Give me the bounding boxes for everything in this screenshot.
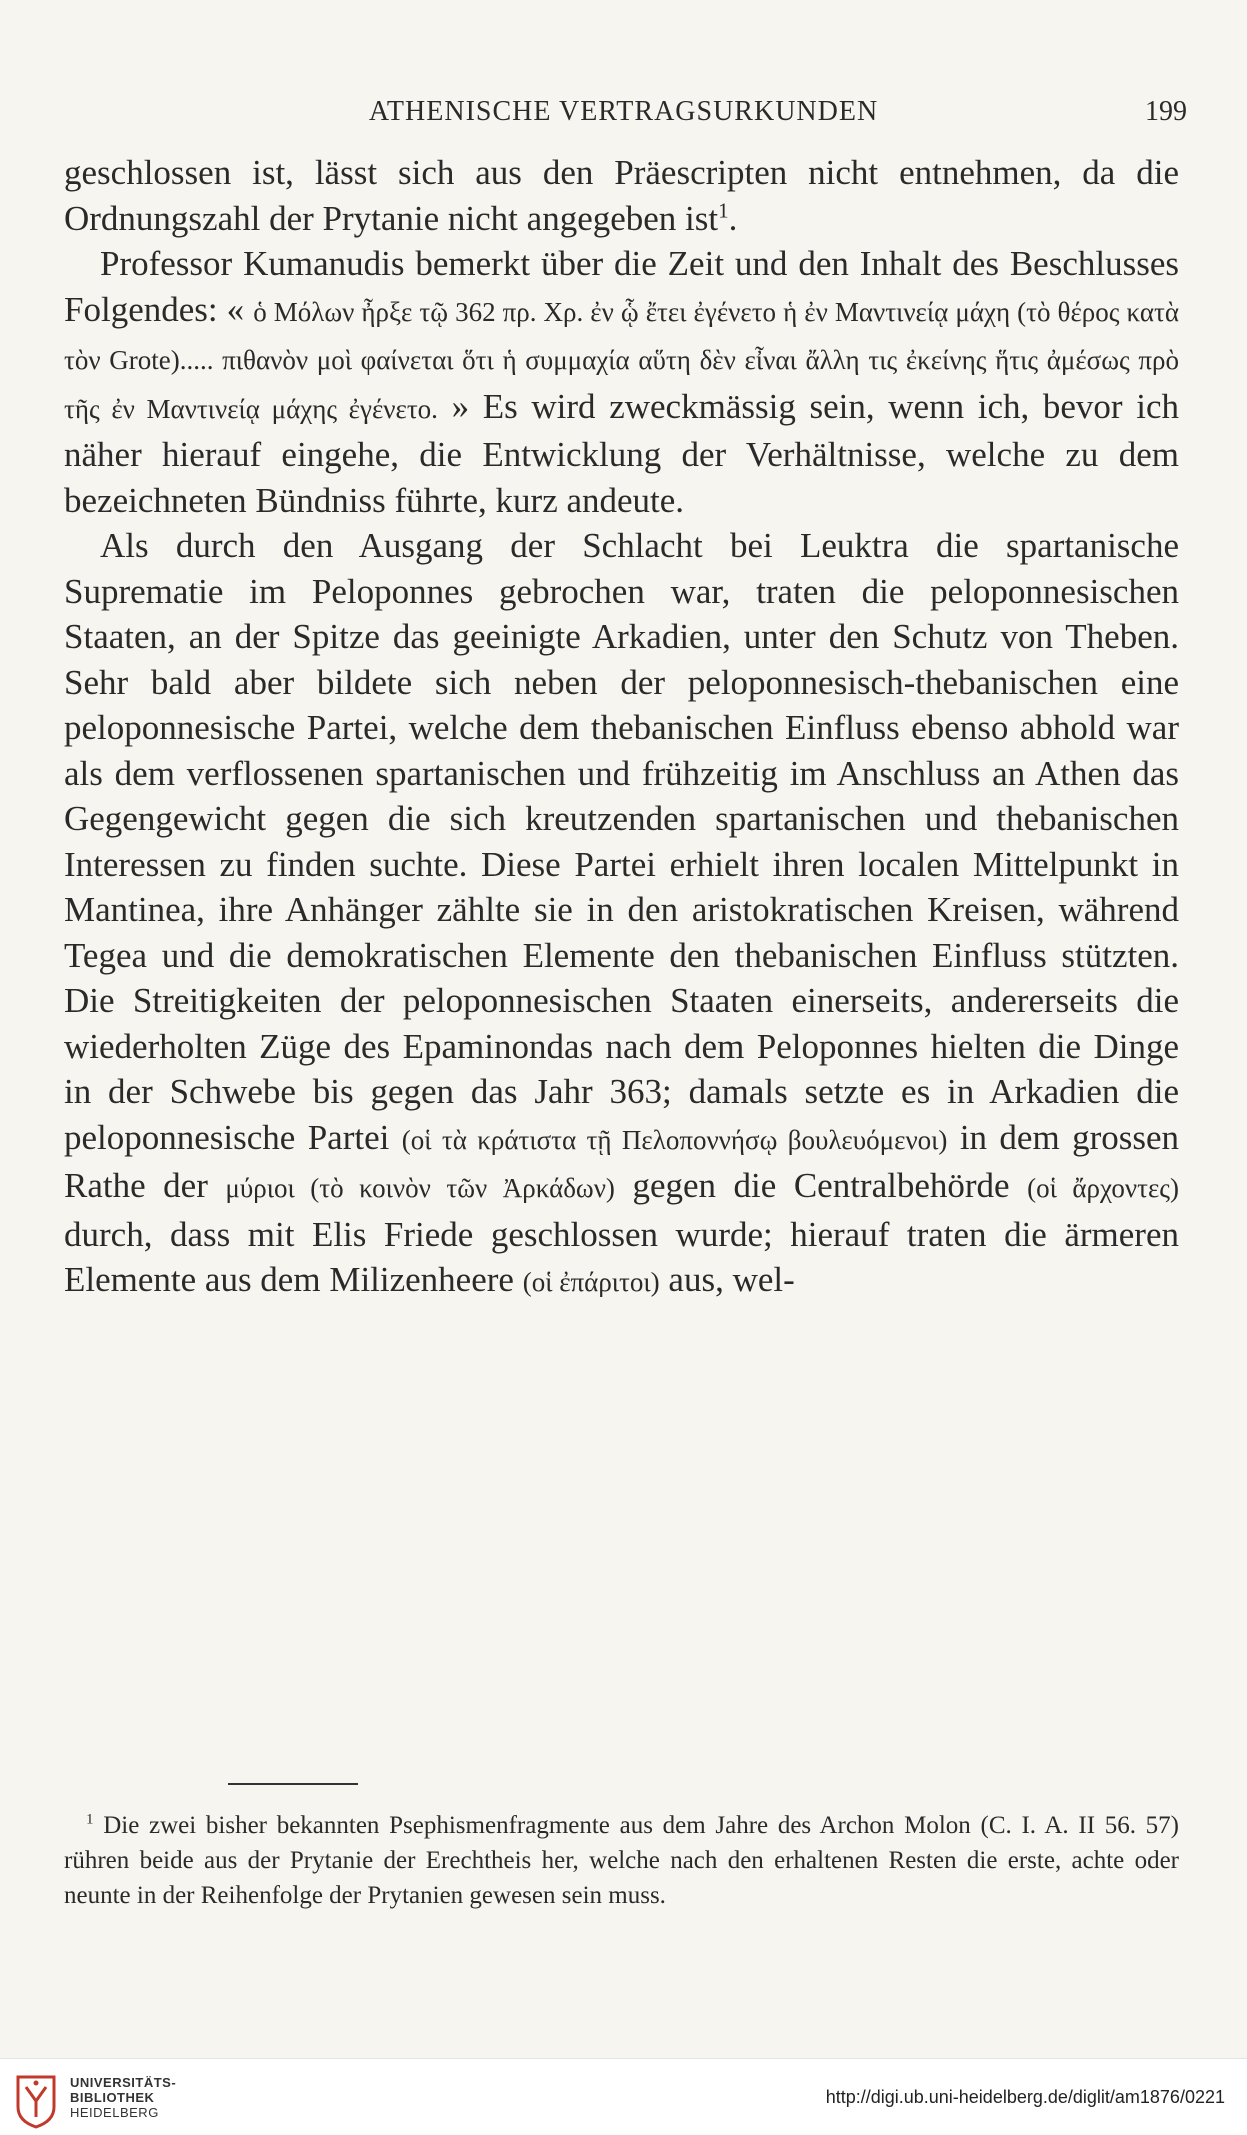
footnote-reference[interactable]: 1 (718, 197, 729, 222)
paragraph-1-end: . (728, 198, 738, 238)
permalink-url[interactable]: http://digi.ub.uni-heidelberg.de/diglit/am1876/0221 (825, 2087, 1225, 2107)
footnote-1 (64, 1808, 1179, 1913)
institution-line-2: BIBLIOTHEK (70, 2090, 155, 2105)
institution-line-3: HEIDELBERG (70, 2105, 159, 2120)
footnote-marker: 1 (86, 1811, 94, 1828)
paragraph-3-text-b: in dem grossen Rathe der (64, 1117, 1180, 1205)
institution-name (70, 2075, 176, 2120)
footnote (64, 1808, 1179, 1913)
footnote-text: Die zwei bisher bekannten Psephismenfragmente aus dem Jahre des Archon Molon (C. I. A. II 56. 57) rühren beide aus der Prytanie der Erechtheis her, welche nach den erhaltenen Resten die erste, achte oder neunte in der Reihenfolge der Prytanien gewesen sein muss. (64, 1812, 1179, 1909)
greek-phrase-4: (οἱ ἐπάριτοι) (522, 1267, 660, 1297)
paragraph-1 (64, 150, 1179, 241)
paragraph-3-text-a: Als durch den Ausgang der Schlacht bei Leuktra die spartanische Suprematie im Peloponnes gebrochen war, traten die peloponnesischen Staaten, an der Spitze das geeinigte Arkadien, unter den Schutz von Theben. Sehr bald aber bildete sich neben der peloponnesisch-thebanischen eine peloponnesische Partei, welche dem thebanischen Einfluss ebenso abhold war als dem verflossenen spartanischen und frühzeitig im Anschluss an Athen das Gegengewicht gegen die sich kreutzenden spartanischen und thebanischen Interessen zu finden suchte. Diese Partei erhielt ihren localen Mittelpunkt in Mantinea, ihre Anhänger zählte sie in den aristokratischen Kreisen, während Tegea und die demokratischen Elemente den thebanischen Einfluss stützten. Die Streitigkeiten der peloponnesischen Staaten einerseits, andererseits die wiederholten Züge des Epaminondas nach dem Peloponnes hielten die Dinge in der Schwebe bis gegen das Jahr 363; damals setzte es in Arkadien die peloponnesische Partei (64, 526, 1179, 1157)
greek-quotation: ὁ Μόλων ἦρξε τῷ 362 πρ. Χρ. ἐν ᾧ ἔτει ἐγένετο ἡ ἐν Μαντινείᾳ μάχη (τὸ θέρος κατὰ τὸν Grote)..... πιθανὸν μοὶ φαίνεται ὅτι ἡ συμμαχία αὕτη δὲν εἶναι ἄλλη τις ἐκείνης ἥτις ἀμέσως πρὸ τῆς ἐν Μαντινείᾳ μάχης ἐγένετο. (64, 296, 1180, 424)
university-seal-icon[interactable] (14, 2071, 58, 2129)
main-text (64, 150, 1179, 1306)
paragraph-2-intro: Professor Kumanudis bemerkt über die Zeit und den Inhalt des Beschlusses Folgendes: « (64, 244, 1179, 329)
paragraph-1-text: geschlossen ist, lässt sich aus den Präescripten nicht entnehmen, da die Ordnungszahl der Prytanie nicht angegeben ist (64, 153, 1179, 238)
greek-phrase-2: μύριοι (τὸ κοινὸν τῶν Ἀρκάδων) (225, 1173, 615, 1203)
greek-phrase-1: (οἱ τὰ κράτιστα τῇ Πελοποννήσῳ βουλευόμενοι) (401, 1124, 948, 1155)
paragraph-2-rest: » Es wird zweckmässig sein, wenn ich, bevor ich näher hierauf eingehe, die Entwicklung der Verhältnisse, welche zu dem bezeichneten Bündniss führte, kurz andeute. (64, 386, 1179, 520)
paragraph-3-text-c: gegen die Centralbehörde (632, 1166, 1010, 1205)
institution-line-1: UNIVERSITÄTS- (70, 2075, 177, 2090)
library-footer (0, 2058, 1247, 2135)
paragraph-3-text-d: durch, dass mit Elis Friede geschlossen wurde; hierauf traten die ärmeren Elemente aus dem Milizenheere (64, 1214, 1179, 1299)
paragraph-3-text-e: aus, wel- (668, 1260, 795, 1299)
paragraph-2 (64, 241, 1179, 523)
paragraph-3 (64, 523, 1179, 1306)
running-header (60, 96, 1187, 136)
page-number: 199 (1145, 96, 1187, 127)
footnote-separator (228, 1783, 358, 1785)
running-title: ATHENISCHE VERTRAGSURKUNDEN (368, 96, 879, 127)
greek-phrase-3: (οἱ ἄρχοντες) (1027, 1173, 1179, 1203)
